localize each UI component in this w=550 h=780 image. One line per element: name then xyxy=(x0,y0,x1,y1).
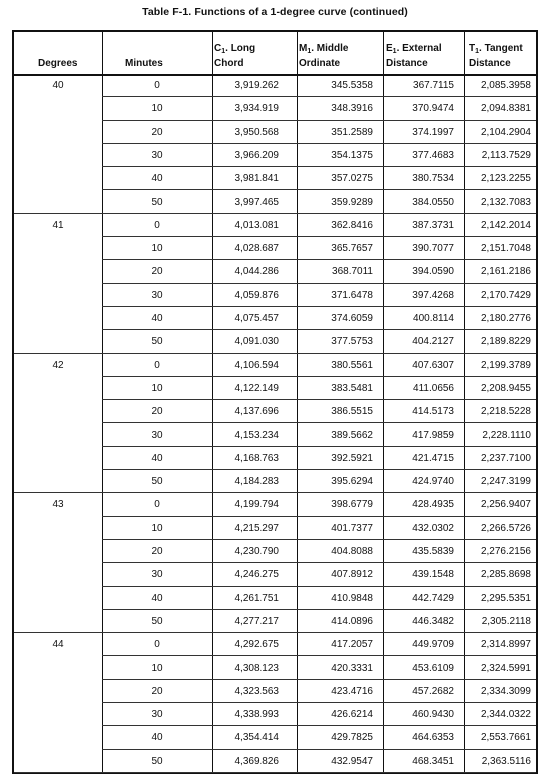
table-header-row xyxy=(14,32,536,76)
cell-long-chord: 4,246.275 xyxy=(234,569,279,581)
cell-degrees xyxy=(28,680,88,703)
cell-middle-ordinate: 395.6294 xyxy=(331,476,373,488)
cell-external-distance: 428.4935 xyxy=(412,499,454,511)
cell-long-chord: 4,122.149 xyxy=(234,382,279,394)
cell-middle-ordinate: 362.8416 xyxy=(331,219,373,231)
cell-tangent-distance: 2,553.7661 xyxy=(480,732,531,744)
cell-external-distance: 464.6353 xyxy=(412,732,454,744)
cell-external-distance: 400.8114 xyxy=(413,313,454,324)
row-divider xyxy=(14,772,536,773)
cell-middle-ordinate: 345.5358 xyxy=(331,80,373,91)
cell-long-chord: 4,230.790 xyxy=(234,546,279,557)
cell-degrees xyxy=(28,237,88,260)
cell-degrees: 44 xyxy=(52,639,64,651)
cell-minutes: 10 xyxy=(151,243,163,255)
cell-middle-ordinate: 351.2589 xyxy=(331,126,373,138)
cell-long-chord: 4,261.751 xyxy=(234,592,279,604)
cell-degrees xyxy=(28,260,88,283)
cell-middle-ordinate: 401.7377 xyxy=(331,522,373,534)
cell-minutes: 30 xyxy=(151,709,163,721)
cell-tangent-distance: 2,305.2118 xyxy=(481,615,531,627)
cell-external-distance: 449.9709 xyxy=(412,639,454,651)
cell-degrees xyxy=(28,284,88,307)
cell-minutes: 50 xyxy=(151,755,163,767)
cell-long-chord: 4,044.286 xyxy=(234,266,279,278)
cell-minutes: 50 xyxy=(151,615,163,627)
cell-long-chord: 4,308.123 xyxy=(234,662,279,674)
cell-long-chord: 4,059.876 xyxy=(234,289,279,301)
cell-minutes: 40 xyxy=(151,452,163,464)
cell-tangent-distance: 2,228.1110 xyxy=(482,429,531,441)
cell-tangent-distance: 2,324.5991 xyxy=(480,662,531,674)
cell-minutes: 0 xyxy=(154,499,160,511)
table-row xyxy=(14,400,536,423)
cell-external-distance: 380.7534 xyxy=(412,173,454,185)
cell-long-chord: 4,323.563 xyxy=(234,685,279,697)
cell-tangent-distance: 2,344.0322 xyxy=(480,709,531,721)
cell-external-distance: 411.0656 xyxy=(413,382,454,394)
cell-minutes: 20 xyxy=(151,126,163,138)
table-row xyxy=(14,493,536,516)
cell-middle-ordinate: 392.5921 xyxy=(331,452,373,464)
table-row xyxy=(14,354,536,377)
cell-external-distance: 453.6109 xyxy=(412,662,454,674)
cell-middle-ordinate: 432.9547 xyxy=(331,755,373,767)
cell-long-chord: 4,338.993 xyxy=(234,709,279,721)
cell-degrees xyxy=(28,330,88,353)
cell-tangent-distance: 2,104.2904 xyxy=(480,126,531,138)
table-title: Table F-1. Functions of a 1-degree curve (continued) xyxy=(142,6,408,18)
cell-minutes: 20 xyxy=(151,685,163,697)
cell-long-chord: 4,292.675 xyxy=(234,639,279,651)
cell-external-distance: 394.0590 xyxy=(412,266,454,278)
cell-middle-ordinate: 407.8912 xyxy=(331,569,373,581)
cell-degrees: 40 xyxy=(52,80,64,91)
table-row xyxy=(14,517,536,540)
cell-long-chord: 4,168.763 xyxy=(234,452,279,464)
cell-long-chord: 4,153.234 xyxy=(234,429,279,441)
cell-degrees: 41 xyxy=(52,219,64,231)
cell-minutes: 0 xyxy=(154,219,160,231)
cell-minutes: 10 xyxy=(151,382,163,394)
cell-tangent-distance: 2,334.3099 xyxy=(480,685,531,697)
cell-middle-ordinate: 426.6214 xyxy=(331,709,373,721)
cell-minutes: 20 xyxy=(151,546,163,557)
table-row xyxy=(14,121,536,144)
cell-minutes: 50 xyxy=(151,196,163,208)
cell-minutes: 30 xyxy=(151,149,163,161)
cell-external-distance: 460.9430 xyxy=(412,709,454,721)
cell-degrees xyxy=(28,167,88,190)
cell-tangent-distance: 2,199.3789 xyxy=(480,359,531,371)
cell-external-distance: 417.9859 xyxy=(412,429,454,441)
cell-degrees xyxy=(28,121,88,144)
table-row xyxy=(14,703,536,726)
cell-degrees xyxy=(28,703,88,726)
cell-external-distance: 421.4715 xyxy=(412,452,454,464)
cell-minutes: 30 xyxy=(151,569,163,581)
header-minutes: Minutes xyxy=(125,58,163,69)
cell-middle-ordinate: 420.3331 xyxy=(331,662,373,674)
cell-degrees xyxy=(28,307,88,330)
cell-long-chord: 4,013.081 xyxy=(234,219,279,231)
cell-long-chord: 4,184.283 xyxy=(234,476,279,488)
cell-tangent-distance: 2,285.8698 xyxy=(480,569,531,581)
cell-external-distance: 407.6307 xyxy=(412,359,454,371)
table-row xyxy=(14,657,536,680)
cell-tangent-distance: 2,132.7083 xyxy=(480,196,531,208)
cell-long-chord: 3,950.568 xyxy=(234,126,279,138)
cell-minutes: 0 xyxy=(154,359,160,371)
cell-middle-ordinate: 410.9848 xyxy=(331,592,373,604)
cell-long-chord: 3,919.262 xyxy=(234,80,279,91)
cell-long-chord: 4,277.217 xyxy=(234,615,279,627)
cell-long-chord: 3,997.465 xyxy=(234,196,279,208)
cell-tangent-distance: 2,189.8229 xyxy=(480,336,531,348)
cell-minutes: 40 xyxy=(151,732,163,744)
cell-external-distance: 387.3731 xyxy=(412,219,454,231)
cell-middle-ordinate: 386.5515 xyxy=(331,406,373,418)
cell-external-distance: 468.3451 xyxy=(412,755,454,767)
cell-middle-ordinate: 365.7657 xyxy=(331,243,373,255)
cell-tangent-distance: 2,295.5351 xyxy=(480,592,531,604)
cell-long-chord: 4,028.687 xyxy=(234,243,279,255)
cell-tangent-distance: 2,363.5116 xyxy=(481,755,531,767)
cell-external-distance: 442.7429 xyxy=(412,592,454,604)
cell-tangent-distance: 2,218.5228 xyxy=(480,406,531,418)
cell-middle-ordinate: 383.5481 xyxy=(331,382,373,394)
cell-degrees xyxy=(28,144,88,167)
cell-middle-ordinate: 357.0275 xyxy=(331,173,373,185)
table-row xyxy=(14,726,536,749)
cell-external-distance: 390.7077 xyxy=(412,243,454,255)
cell-external-distance: 439.1548 xyxy=(412,569,454,581)
cell-external-distance: 377.4683 xyxy=(412,149,454,161)
cell-long-chord: 4,075.457 xyxy=(234,313,279,324)
cell-degrees xyxy=(28,447,88,470)
table-row xyxy=(14,563,536,586)
cell-degrees xyxy=(28,657,88,680)
cell-middle-ordinate: 354.1375 xyxy=(331,149,373,161)
cell-middle-ordinate: 368.7011 xyxy=(332,266,373,278)
cell-degrees xyxy=(28,610,88,633)
cell-middle-ordinate: 423.4716 xyxy=(331,685,373,697)
table-row xyxy=(14,610,536,633)
cell-minutes: 50 xyxy=(151,476,163,488)
cell-degrees xyxy=(28,540,88,563)
table-row xyxy=(14,330,536,353)
header-degrees: Degrees xyxy=(38,58,78,69)
cell-degrees xyxy=(28,424,88,447)
cell-minutes: 0 xyxy=(154,639,160,651)
cell-tangent-distance: 2,208.9455 xyxy=(480,382,531,394)
cell-tangent-distance: 2,151.7048 xyxy=(480,243,531,255)
cell-tangent-distance: 2,256.9407 xyxy=(480,499,531,511)
cell-minutes: 0 xyxy=(154,80,160,91)
cell-middle-ordinate: 398.6779 xyxy=(331,499,373,511)
table-row xyxy=(14,237,536,260)
cell-external-distance: 374.1997 xyxy=(412,126,454,138)
cell-long-chord: 4,199.794 xyxy=(234,499,279,511)
cell-middle-ordinate: 377.5753 xyxy=(331,336,373,348)
cell-degrees xyxy=(28,750,88,773)
cell-minutes: 40 xyxy=(151,173,163,185)
cell-external-distance: 446.3482 xyxy=(412,615,454,627)
table-row xyxy=(14,167,536,190)
table-row xyxy=(14,447,536,470)
cell-long-chord: 3,934.919 xyxy=(234,103,279,115)
cell-external-distance: 370.9474 xyxy=(412,103,454,115)
cell-degrees xyxy=(28,517,88,540)
cell-middle-ordinate: 417.2057 xyxy=(331,639,373,651)
cell-external-distance: 367.7115 xyxy=(413,80,454,91)
cell-degrees xyxy=(28,587,88,610)
cell-middle-ordinate: 359.9289 xyxy=(331,196,373,208)
table-row xyxy=(14,377,536,400)
cell-middle-ordinate: 374.6059 xyxy=(331,313,373,324)
cell-middle-ordinate: 348.3916 xyxy=(331,103,373,115)
cell-degrees: 43 xyxy=(52,499,64,511)
cell-long-chord: 4,369.826 xyxy=(234,755,279,767)
table-row xyxy=(14,540,536,563)
cell-tangent-distance: 2,276.2156 xyxy=(480,546,531,557)
table-row xyxy=(14,260,536,283)
table-row xyxy=(14,74,536,97)
cell-minutes: 10 xyxy=(151,522,163,534)
cell-tangent-distance: 2,314.8997 xyxy=(480,639,531,651)
cell-minutes: 30 xyxy=(151,429,163,441)
cell-middle-ordinate: 389.5662 xyxy=(331,429,373,441)
cell-external-distance: 457.2682 xyxy=(412,685,454,697)
table-row xyxy=(14,750,536,773)
cell-tangent-distance: 2,094.8381 xyxy=(480,103,531,115)
cell-long-chord: 3,981.841 xyxy=(234,173,279,185)
cell-tangent-distance: 2,142.2014 xyxy=(480,219,531,231)
cell-tangent-distance: 2,085.3958 xyxy=(480,80,531,91)
header-tangent-distance: $T_1$. Tangent Distance xyxy=(469,43,523,69)
cell-tangent-distance: 2,113.7529 xyxy=(481,149,531,161)
cell-degrees xyxy=(28,191,88,214)
cell-middle-ordinate: 380.5561 xyxy=(331,359,373,371)
cell-degrees xyxy=(28,97,88,120)
header-long-chord: $C_1$. Long Chord xyxy=(214,43,256,69)
table-row xyxy=(14,214,536,237)
cell-tangent-distance: 2,170.7429 xyxy=(480,289,531,301)
cell-external-distance: 384.0550 xyxy=(412,196,454,208)
cell-minutes: 40 xyxy=(151,592,163,604)
cell-external-distance: 414.5173 xyxy=(412,406,454,418)
table-row xyxy=(14,633,536,656)
table-row xyxy=(14,191,536,214)
cell-tangent-distance: 2,247.3199 xyxy=(480,476,531,488)
cell-long-chord: 4,106.594 xyxy=(234,359,279,371)
header-middle-ordinate: $M_1$. Middle Ordinate xyxy=(299,43,349,69)
table-row xyxy=(14,307,536,330)
table-row xyxy=(14,680,536,703)
cell-degrees xyxy=(28,563,88,586)
cell-middle-ordinate: 404.8088 xyxy=(331,546,373,557)
table-row xyxy=(14,424,536,447)
header-external-distance: $E_1$. External Distance xyxy=(386,43,442,69)
cell-long-chord: 4,137.696 xyxy=(234,406,279,418)
cell-degrees xyxy=(28,726,88,749)
cell-long-chord: 3,966.209 xyxy=(234,149,279,161)
cell-minutes: 30 xyxy=(151,289,163,301)
cell-degrees xyxy=(28,470,88,493)
cell-middle-ordinate: 429.7825 xyxy=(331,732,373,744)
cell-external-distance: 435.5839 xyxy=(412,546,454,557)
cell-tangent-distance: 2,123.2255 xyxy=(480,173,531,185)
cell-long-chord: 4,354.414 xyxy=(234,732,279,744)
cell-external-distance: 432.0302 xyxy=(412,522,454,534)
cell-tangent-distance: 2,237.7100 xyxy=(480,452,531,464)
table-row xyxy=(14,587,536,610)
cell-degrees xyxy=(28,400,88,423)
cell-long-chord: 4,091.030 xyxy=(234,336,279,348)
table-row xyxy=(14,144,536,167)
cell-external-distance: 424.9740 xyxy=(412,476,454,488)
cell-minutes: 10 xyxy=(151,662,163,674)
cell-degrees: 42 xyxy=(52,359,64,371)
cell-minutes: 10 xyxy=(151,103,163,115)
curve-functions-table xyxy=(12,30,538,774)
table-row xyxy=(14,97,536,120)
cell-tangent-distance: 2,180.2776 xyxy=(480,313,531,324)
cell-long-chord: 4,215.297 xyxy=(234,522,279,534)
cell-degrees xyxy=(28,377,88,400)
cell-middle-ordinate: 414.0896 xyxy=(331,615,373,627)
cell-external-distance: 404.2127 xyxy=(412,336,454,348)
cell-tangent-distance: 2,161.2186 xyxy=(480,266,531,278)
cell-minutes: 20 xyxy=(151,266,163,278)
cell-minutes: 20 xyxy=(151,406,163,418)
cell-external-distance: 397.4268 xyxy=(412,289,454,301)
cell-minutes: 40 xyxy=(151,313,163,324)
cell-minutes: 50 xyxy=(151,336,163,348)
table-row xyxy=(14,284,536,307)
table-row xyxy=(14,470,536,493)
cell-middle-ordinate: 371.6478 xyxy=(331,289,373,301)
cell-tangent-distance: 2,266.5726 xyxy=(480,522,531,534)
